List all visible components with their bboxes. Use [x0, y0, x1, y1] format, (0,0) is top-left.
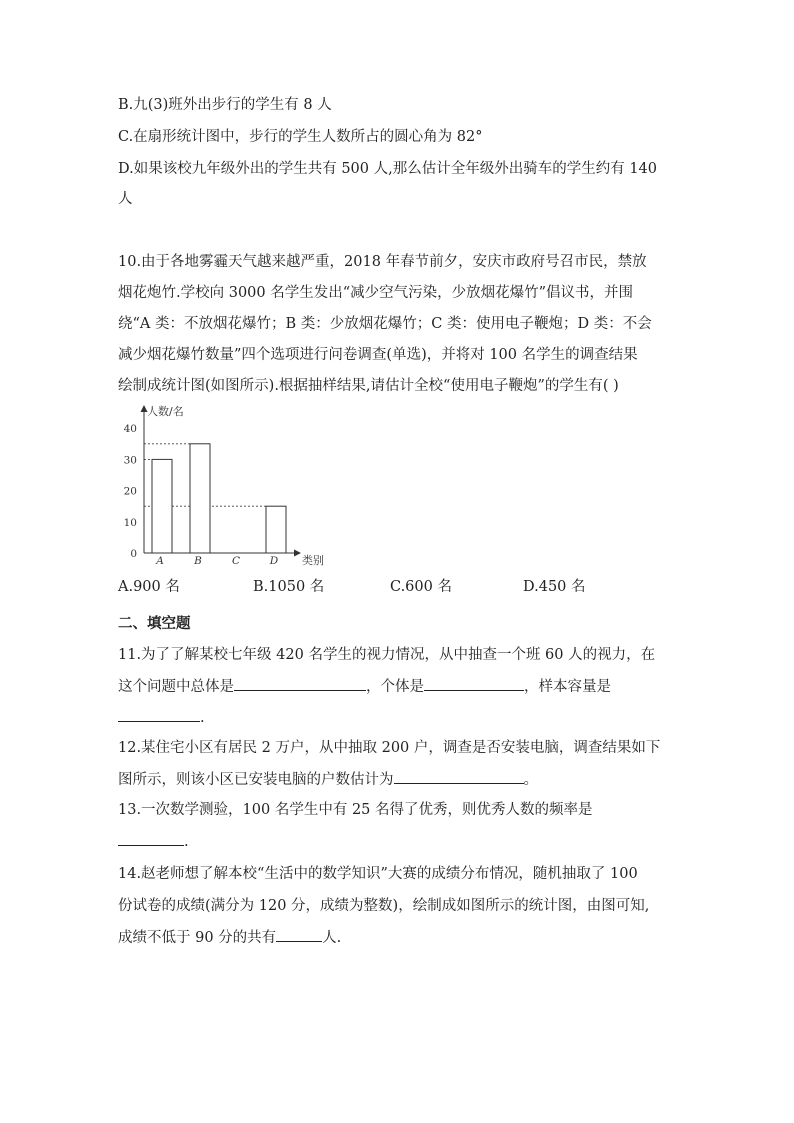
- q12-text-part1: 图所示，则该小区已安装电脑的户数估计为: [118, 772, 394, 788]
- q13-blank-frequency[interactable]: [118, 831, 184, 846]
- q11-blank-individual[interactable]: [424, 676, 524, 691]
- q10-option-c: C.600 名: [390, 579, 452, 595]
- bar-B: [190, 444, 210, 553]
- q14-text-line2: 份试卷的成绩(满分为 120 分，成绩为整数)，绘制成如图所示的统计图，由图可知,: [118, 898, 650, 914]
- q11-text-part1: 这个问题中总体是: [118, 679, 234, 695]
- q9-option-b: B.九(3)班外出步行的学生有 8 人: [118, 97, 332, 113]
- bars-group: [152, 444, 286, 553]
- y-tick-label: 30: [123, 454, 137, 467]
- q9-option-c: C.在扇形统计图中，步行的学生人数所占的圆心角为 82°: [118, 129, 483, 145]
- q9-option-d-line1: D.如果该校九年级外出的学生共有 500 人,那么估计全年级外出骑车的学生约有 140: [118, 161, 658, 177]
- q10-text-line4: 减少烟花爆竹数量”四个选项进行问卷调查(单选)，并将对 100 名学生的调查结果: [118, 347, 638, 363]
- q12-end: 。: [523, 772, 538, 788]
- y-ticks: [124, 423, 137, 560]
- x-category-label: C: [231, 555, 241, 567]
- q12-blank-estimate[interactable]: [394, 769, 524, 784]
- q11-text-line2: [118, 676, 611, 697]
- q11-text-line1: 11.为了了解某校七年级 420 名学生的视力情况，从中抽查一个班 60 人的视力，在: [118, 647, 656, 663]
- q14-end: 人.: [322, 930, 342, 946]
- q10-option-d: D.450 名: [523, 579, 586, 595]
- q13-text-line2: [118, 831, 189, 852]
- section-title: 二、填空题: [118, 616, 191, 632]
- q11-text-line3: [118, 707, 205, 728]
- q13-period: .: [184, 834, 189, 850]
- q11-blank-population[interactable]: [234, 676, 366, 691]
- q12-text-line2: [118, 769, 538, 790]
- q10-text-line5: 绘制成统计图(如图所示).根据抽样结果,请估计全校“使用电子鞭炮”的学生有( ): [118, 378, 619, 394]
- y-tick-label: 20: [123, 485, 137, 498]
- q14-text-line1: 14.赵老师想了解本校“生活中的数学知识”大赛的成绩分布情况，随机抽取了 100: [118, 866, 638, 882]
- q14-text-line3: [118, 927, 341, 948]
- x-category-label: A: [156, 555, 164, 567]
- y-axis-label: 人数/名: [147, 405, 184, 418]
- y-tick-label: 40: [123, 423, 137, 436]
- bar-chart: [114, 400, 344, 572]
- q12-text-line1: 12.某住宅小区有居民 2 万户，从中抽取 200 户，调查是否安装电脑，调查结果如下: [118, 740, 661, 756]
- bar-D: [266, 506, 286, 553]
- y-tick-label: 10: [123, 516, 137, 529]
- q10-text-line3: 绕“A 类：不放烟花爆竹；B 类：少放烟花爆竹；C 类：使用电子鞭炮；D 类：不会: [118, 316, 652, 332]
- x-axis-label: 类别: [302, 554, 324, 567]
- q14-blank-count[interactable]: [276, 927, 322, 942]
- q11-blank-sample-size[interactable]: [118, 707, 200, 722]
- q14-text-part1: 成绩不低于 90 分的共有: [118, 930, 277, 946]
- q10-option-b: B.1050 名: [253, 579, 325, 595]
- q10-text-line2: 烟花炮竹.学校向 3000 名学生发出“减少空气污染，少放烟花爆竹”倡议书，并围: [118, 285, 634, 301]
- bar-A: [152, 459, 172, 553]
- y-tick-label: 0: [130, 548, 137, 560]
- q9-option-d-line2: 人: [118, 191, 133, 207]
- q11-period: .: [200, 710, 205, 726]
- q10-text-line1: 10.由于各地雾霾天气越来越严重，2018 年春节前夕，安庆市政府号召市民，禁放: [118, 254, 647, 270]
- x-category-label: B: [194, 555, 202, 567]
- q11-text-part3: ，样本容量是: [524, 679, 611, 695]
- x-category-labels: [155, 555, 279, 567]
- q10-option-a: A.900 名: [118, 579, 180, 595]
- q11-text-part2: ，个体是: [366, 679, 424, 695]
- x-category-label: D: [269, 555, 279, 567]
- q13-text-line1: 13.一次数学测验，100 名学生中有 25 名得了优秀，则优秀人数的频率是: [118, 802, 593, 818]
